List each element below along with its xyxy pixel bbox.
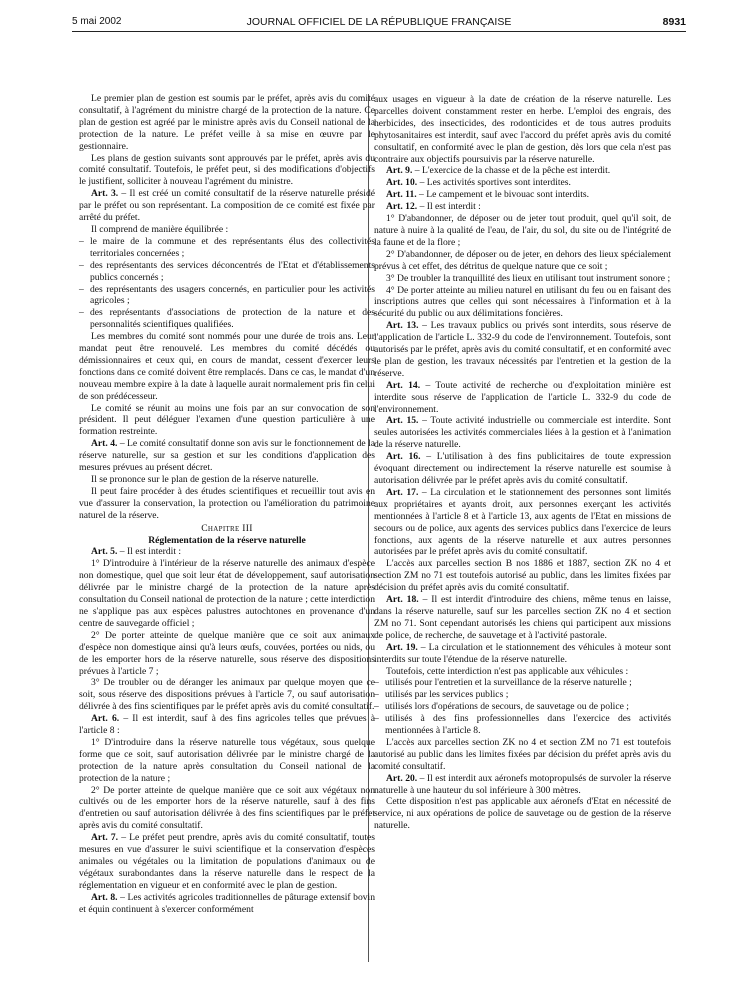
article-8 bbox=[79, 892, 375, 916]
list-item: – des représentants des usagers concernés, en particulier pour les activités agricoles ; bbox=[79, 284, 375, 308]
article-15 bbox=[374, 415, 671, 451]
article-label: Art. 8. bbox=[91, 891, 118, 903]
article-text: – Les travaux publics ou privés sont interdits, sous réserve de l'application de l'article L. 332-9 du code de l'environnement. Toutefois, sont autorisés par le préfet, après avis du comité consultatif, et en conformité avec le plan de gestion, les travaux nécessités par l'entretien et la gestion de la réserve. bbox=[374, 320, 672, 379]
paragraph: Les membres du comité sont nommés pour une durée de trois ans. Leur mandat peut être renouvelé. Les membres du comité décédés ou démissionnaires et ceux qui, en cours de mandat, cessent d'exercer leurs fonctions dans ce comité doivent être remplacés. Dans ce cas, le mandat d'un nouveau membre expire à la date à laquelle aurait normalement pris fin celui de son prédécesseur. bbox=[79, 331, 375, 402]
right-column bbox=[374, 94, 671, 832]
article-17 bbox=[374, 487, 671, 558]
article-text: – Il est interdit aux aéronefs motopropulsés de survoler la réserve naturelle à une hauteur du sol inférieure à 300 mètres. bbox=[374, 772, 672, 796]
article-text: – Il est interdit : bbox=[117, 546, 182, 558]
paragraph: 1° D'abandonner, de déposer ou de jeter tout produit, quel qu'il soit, de nature à nuire à la qualité de l'eau, de l'air, du sol, du site ou de l'intégrité de la faune et de la flore ; bbox=[374, 213, 671, 248]
article-label: Art. 7. bbox=[91, 832, 119, 844]
article-7 bbox=[79, 832, 375, 892]
paragraph: 1° D'introduire à l'intérieur de la réserve naturelle des animaux d'espèce non domestique, quel que soit leur état de développement, sauf autorisation délivrée par le ministre chargé de la protection de la nature après consultation du Conseil national de protection de la nature ; cette interdiction ne s'applique pas aux espèces palustres autochtones en provenance d'un centre de sauvegarde officiel ; bbox=[79, 558, 375, 629]
article-text: – La circulation et le stationnement des véhicules à moteur sont interdits sur toute l'étendue de la réserve naturelle. bbox=[374, 641, 672, 665]
paragraph: L'accès aux parcelles section B nos 1886 et 1887, section ZK no 4 et section ZM no 71 est toutefois autorisé au public, dans les limites fixées par décision du préfet après avis du comité consultatif. bbox=[374, 558, 671, 594]
header-rule bbox=[72, 31, 686, 32]
article-label: Art. 11. bbox=[386, 189, 417, 201]
paragraph: Toutefois, cette interdiction n'est pas applicable aux véhicules : bbox=[386, 665, 629, 677]
article-label: Art. 18. bbox=[386, 594, 419, 606]
article-4 bbox=[79, 438, 375, 474]
paragraph: 2° D'abandonner, de déposer ou de jeter, en dehors des lieux spécialement prévus à cet effet, des détritus de quelque nature que ce soit ; bbox=[374, 248, 671, 272]
chapter-heading: Chapitre III bbox=[201, 522, 253, 534]
article-18 bbox=[374, 594, 671, 642]
article-text: – L'utilisation à des fins publicitaires de toute expression évoquant directement ou indirectement la réserve naturelle est soumise à autorisation délivrée par le préfet après avis du comité consultatif. bbox=[374, 451, 671, 486]
vehicle-exceptions-list bbox=[374, 677, 671, 737]
article-text: – La circulation et le stationnement des personnes sont limités aux propriétaires et ayants droit, aux personnes exerçant les activités mentionnées à l'article 8 et à l'article 13, aux agents de l'Etat en missions de secours ou de police, aux agents des services publics dans l'exercice de leurs fonctions, aux agents de la réserve naturelle et aux autres personnes autorisées par le préfet après avis du comité consultatif. bbox=[374, 486, 672, 558]
article-13 bbox=[374, 320, 671, 380]
article-text: – L'exercice de la chasse et de la pêche est interdit. bbox=[412, 165, 611, 177]
article-text: – Il est interdit : bbox=[417, 201, 481, 213]
page-header bbox=[72, 14, 686, 32]
article-label: Art. 9. bbox=[386, 165, 413, 177]
article-3 bbox=[79, 188, 375, 224]
paragraph: 4° De porter atteinte au milieu naturel en utilisant du feu ou en faisant des inscriptions autres que celles qui sont nécessaires à l'information et à la sécurité du public ou aux délimitations foncières. bbox=[374, 284, 671, 320]
article-label: Art. 15. bbox=[386, 415, 419, 427]
paragraph: 2° De porter atteinte de quelque manière que ce soit aux animaux d'espèce non domestique ainsi qu'à leurs œufs, couvées, portées ou nids, ou de les emporter hors de la réserve naturelle, sous réserve des dispositions prévues à l'article 7 ; bbox=[79, 629, 375, 677]
article-text: – Il est interdit, sauf à des fins agricoles telles que prévues à l'article 8 : bbox=[79, 713, 376, 737]
article-label: Art. 19. bbox=[386, 641, 418, 653]
article-label: Art. 12. bbox=[386, 201, 418, 213]
article-11 bbox=[374, 189, 671, 201]
article-16 bbox=[374, 451, 671, 487]
paragraph: Le comité se réunit au moins une fois par an sur convocation de son président. Il peut déléguer l'examen d'une question particulière à une formation restreinte. bbox=[79, 402, 375, 438]
article-10 bbox=[374, 177, 671, 189]
article-label: Art. 5. bbox=[91, 546, 118, 558]
article-label: Art. 16. bbox=[386, 451, 421, 463]
paragraph: 3° De troubler ou de déranger les animaux par quelque moyen que ce soit, sous réserve des dispositions prévues à l'article 7, ou sauf autorisation délivrée à des fins scientifiques par le préfet après avis du comité consultatif. bbox=[79, 677, 375, 713]
article-label: Art. 3. bbox=[91, 188, 119, 200]
article-label: Art. 17. bbox=[386, 486, 419, 498]
article-text: – Il est interdit d'introduire des chiens, même tenus en laisse, dans la réserve naturelle, sauf sur les parcelles section ZK no 4 et section ZM no 71. Sont cependant autorisés les chiens qui participent aux missions de police, de recherche, de sauvetage et à l'activité pastorale. bbox=[374, 594, 672, 641]
list-item: – le maire de la commune et des représentants élus des collectivités territoriales concernées ; bbox=[79, 236, 375, 260]
article-text: – Le campement et le bivouac sont interdits. bbox=[416, 189, 590, 201]
paragraph: aux usages en vigueur à la date de création de la réserve naturelle. Les parcelles doivent constamment rester en herbe. L'emploi des engrais, des herbicides, des insecticides, des rodonticides et de tous autres produits phytosanitaires est interdit, sauf avec l'accord du préfet après avis du comité consultatif, en conformité avec le plan de gestion, dès lors que cela n'est pas contraire aux objectifs poursuivis par la réserve naturelle. bbox=[374, 94, 671, 165]
article-label: Art. 10. bbox=[386, 177, 418, 189]
paragraph: L'accès aux parcelles section ZK no 4 et section ZM no 71 est toutefois autorisé au public dans les limites fixées par décision du préfet après avis du comité consultatif. bbox=[374, 736, 671, 772]
paragraph: Les plans de gestion suivants sont approuvés par le préfet, après avis du comité consultatif. Toutefois, le préfet peut, si des modifications d'objectifs le justifient, solliciter à nouveau l'agrément du ministre. bbox=[79, 152, 375, 188]
paragraph: Le premier plan de gestion est soumis par le préfet, après avis du comité consultatif, à l'agrément du ministre chargé de la protection de la nature. Ce plan de gestion est agréé par le ministre après avis du Conseil national de la protection de la nature. Le préfet veille à sa mise en œuvre par le gestionnaire. bbox=[79, 93, 375, 152]
list-item: – utilisés lors d'opérations de secours, de sauvetage ou de police ; bbox=[374, 701, 671, 713]
paragraph: Cette disposition n'est pas applicable aux aéronefs d'Etat en nécessité de service, ni aux opérations de police de sauvetage ou de gestion de la réserve naturelle. bbox=[374, 796, 671, 832]
article-label: Art. 4. bbox=[91, 438, 118, 450]
paragraph: 3° De troubler la tranquillité des lieux en utilisant tout instrument sonore ; bbox=[386, 272, 671, 284]
article-text: – Toute activité de recherche ou d'exploitation minière est interdite sous réserve de l'application de l'article L. 332-9 du code de l'environnement. bbox=[374, 379, 672, 415]
page-number: 8931 bbox=[662, 16, 686, 28]
section-heading: Réglementation de la réserve naturelle bbox=[148, 534, 306, 546]
journal-title: JOURNAL OFFICIEL DE LA RÉPUBLIQUE FRANÇAISE bbox=[246, 16, 512, 28]
left-column bbox=[79, 93, 375, 916]
header-date: 5 mai 2002 bbox=[72, 16, 122, 27]
article-12 bbox=[374, 201, 671, 213]
article-label: Art. 20. bbox=[386, 772, 418, 784]
article-label: Art. 14. bbox=[386, 379, 421, 391]
article-5 bbox=[79, 546, 375, 558]
article-text: – Il est créé un comité consultatif de la réserve naturelle présidé par le préfet ou son représentant. La composition de ce comité est fixée par arrêté du préfet. bbox=[79, 188, 376, 224]
paragraph: Il se prononce sur le plan de gestion de la réserve naturelle. bbox=[91, 474, 319, 485]
article-9 bbox=[374, 165, 671, 177]
article-20 bbox=[374, 773, 671, 797]
paragraph: Il peut faire procéder à des études scientifiques et recueillir tout avis en vue d'assurer la conservation, la protection ou l'amélioration du patrimoine naturel de la réserve. bbox=[79, 485, 375, 521]
committee-members-list bbox=[79, 236, 375, 331]
article-label: Art. 13. bbox=[386, 320, 419, 332]
article-text: – Les activités agricoles traditionnelles de pâturage extensif bovin et équin continuent à s'exercer conformément bbox=[79, 891, 376, 915]
list-item: – utilisés par les services publics ; bbox=[374, 689, 671, 701]
article-19 bbox=[374, 642, 671, 666]
article-text: – Le préfet peut prendre, après avis du comité consultatif, toutes mesures en vue d'assurer le suivi scientifique et la conservation d'espèces animales ou végétales ou la limitation de populations d'animaux ou de végétaux surabondantes dans la réserve naturelle dans le respect de la réglementation en vigueur et en conformité avec le plan de gestion. bbox=[79, 832, 376, 891]
list-item: – des représentants des services déconcentrés de l'Etat et d'établissements publics concernés ; bbox=[79, 260, 375, 284]
paragraph: Il comprend de manière équilibrée : bbox=[91, 223, 229, 235]
article-label: Art. 6. bbox=[91, 713, 120, 725]
list-item: – utilisés à des fins professionnelles dans l'exercice des activités mentionnées à l'article 8. bbox=[374, 713, 671, 737]
list-item: – utilisés pour l'entretien et la surveillance de la réserve naturelle ; bbox=[374, 677, 671, 689]
article-text: – Les activités sportives sont interdites. bbox=[417, 177, 571, 189]
article-text: – Toute activité industrielle ou commerciale est interdite. Sont seules autorisées les activités commerciales liées à la gestion et à l'animation de la réserve naturelle. bbox=[374, 415, 672, 451]
paragraph: 1° D'introduire dans la réserve naturelle tous végétaux, sous quelque forme que ce soit, sauf autorisation délivrée par le ministre chargé de la protection de la nature après consultation du Conseil national de la protection de la nature ; bbox=[79, 736, 375, 784]
article-6 bbox=[79, 713, 375, 737]
paragraph: 2° De porter atteinte de quelque manière que ce soit aux végétaux non cultivés ou de les emporter hors de la réserve naturelle, sauf à des fins d'entretien ou sauf autorisation délivrée à des fins scientifiques par le préfet après avis du comité consultatif. bbox=[79, 784, 375, 832]
article-text: – Le comité consultatif donne son avis sur le fonctionnement de la réserve naturelle, sur sa gestion et sur les conditions d'application des mesures prévues au présent décret. bbox=[79, 438, 376, 474]
article-14 bbox=[374, 380, 671, 416]
list-item: – des représentants d'associations de protection de la nature et des personnalités scientifiques qualifiées. bbox=[79, 307, 375, 331]
